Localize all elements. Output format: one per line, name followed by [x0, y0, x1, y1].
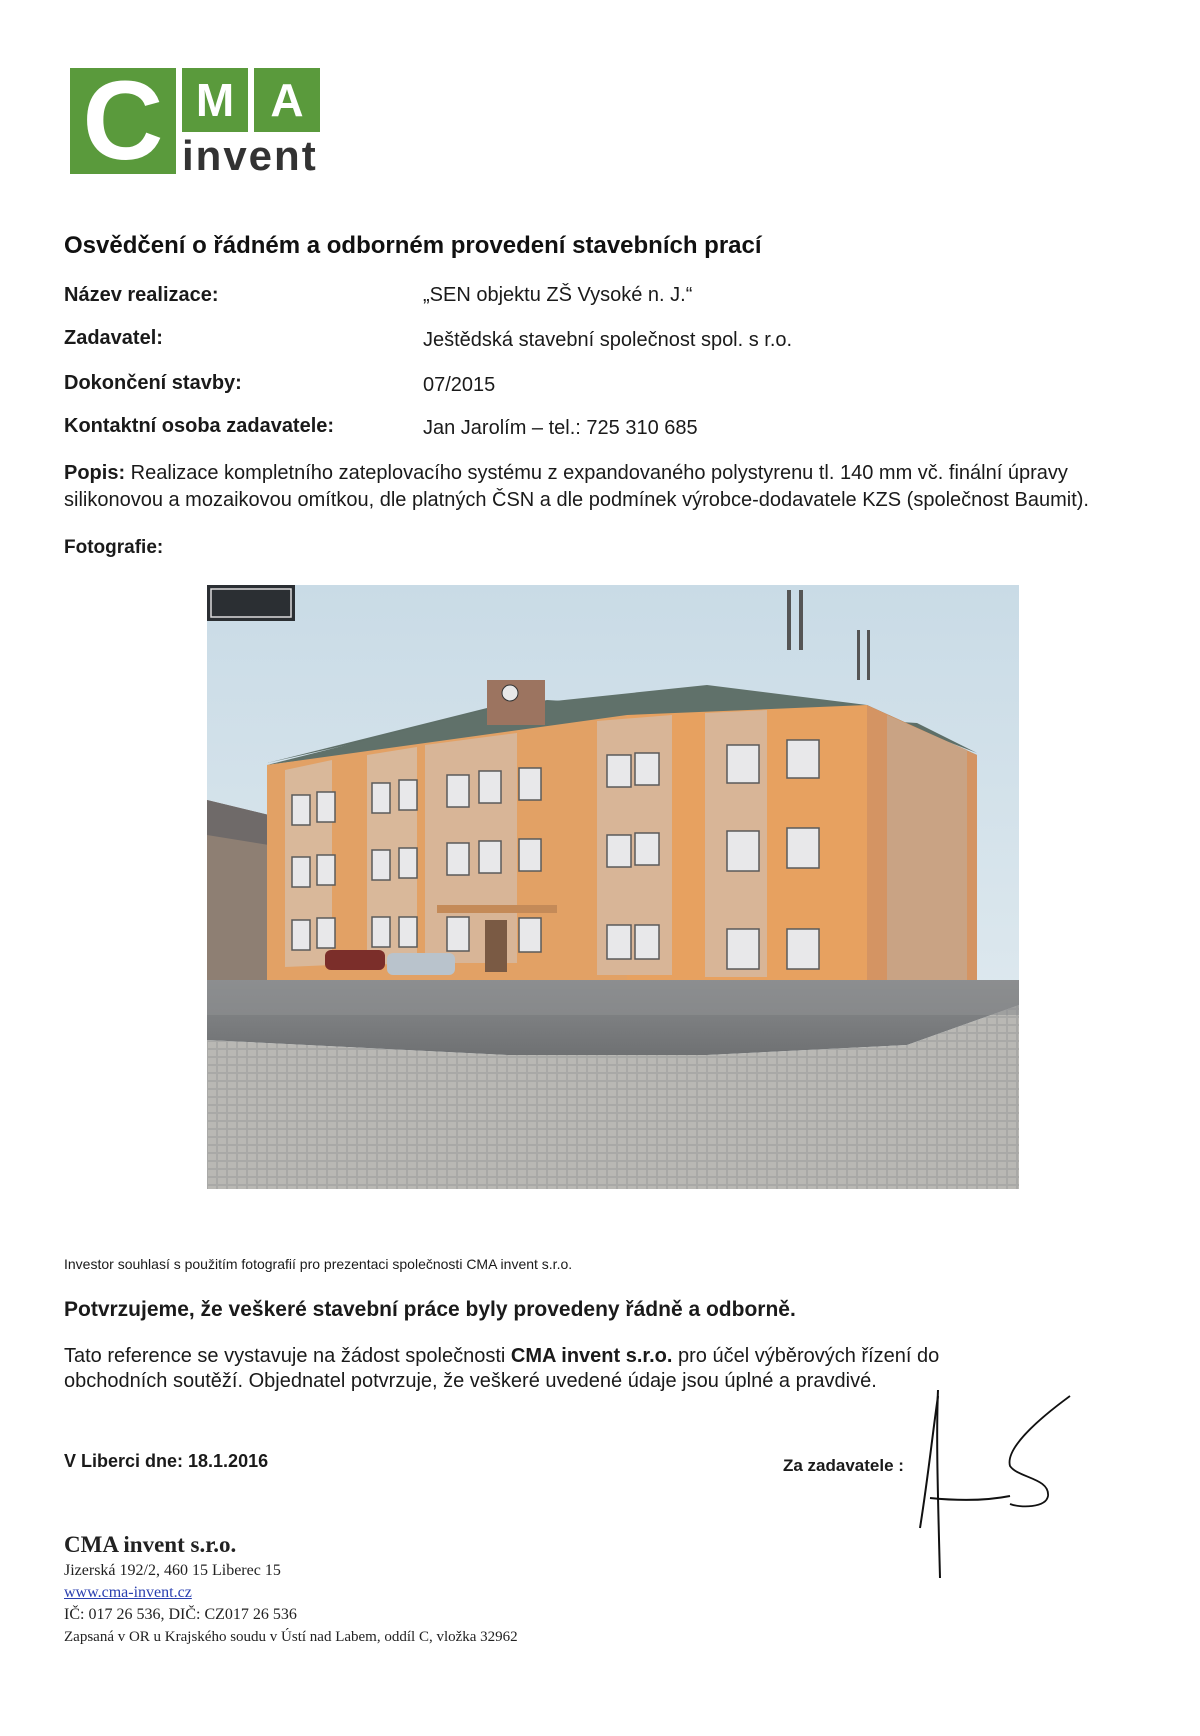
company-footer [64, 1530, 518, 1648]
footer-website-link[interactable]: www.cma-invent.cz [64, 1584, 192, 1601]
reference-statement [64, 1344, 964, 1394]
field-label-project-name: Název realizace: [64, 284, 219, 306]
reference-company: CMA invent s.r.o. [510, 1345, 673, 1367]
logo-letter-m: M [182, 68, 248, 132]
description [64, 460, 1124, 514]
reference-text-start: Tato reference se vystavuje na žádost společnosti [64, 1345, 511, 1367]
reference-text-end: pro účel výběrových řízení do obchodních soutěží. Objednatel potvrzuje, že veškeré uvedené údaje jsou úplné a pravdivé. [64, 1345, 940, 1392]
field-label-completion: Dokončení stavby: [64, 372, 242, 394]
logo-letter-c: C [70, 68, 176, 174]
confirmation-statement: Potvrzujeme, že veškeré stavební práce byly provedeny řádně a odborně. [64, 1298, 796, 1321]
field-label-client: Zadavatel: [64, 327, 163, 349]
logo-letter-a: A [254, 68, 320, 132]
description-label: Popis: [64, 462, 126, 484]
investor-note: Investor souhlasí s použitím fotografií pro prezentaci společnosti CMA invent s.r.o. [64, 1256, 573, 1272]
description-text: Realizace kompletního zateplovacího systému z expandovaného polystyrenu tl. 140 mm vč. finální úpravy silikonovou a mozaikovou omítkou, dle platných ČSN a dle podmínek výrobce-dodavatele KZS (společnost Baumit). [64, 462, 1089, 511]
footer-ids: IČ: 017 26 536, DIČ: CZ017 26 536 [64, 1606, 297, 1623]
date-line: V Liberci dne: 18.1.2016 [64, 1451, 269, 1471]
field-label-contact: Kontaktní osoba zadavatele: [64, 415, 335, 437]
field-value-client: Ještědská stavební společnost spol. s r.o. [423, 329, 793, 351]
photo-label: Fotografie: [64, 537, 164, 558]
handwritten-signature [910, 1378, 1080, 1588]
footer-company-name: CMA invent s.r.o. [64, 1532, 237, 1557]
footer-address: Jizerská 192/2, 460 15 Liberec 15 [64, 1562, 281, 1579]
document-title: Osvědčení o řádném a odborném provedení stavebních prací [64, 232, 762, 259]
logo-word: invent [182, 132, 318, 179]
footer-registry: Zapsaná v OR u Krajského soudu v Ústí nad Labem, oddíl C, vložka 32962 [64, 1629, 518, 1645]
field-value-completion: 07/2015 [423, 374, 496, 396]
field-value-project-name: „SEN objektu ZŠ Vysoké n. J.“ [423, 284, 693, 306]
company-logo [70, 58, 322, 183]
signature-label: Za zadavatele : [783, 1456, 904, 1475]
building-photo [207, 585, 1019, 1189]
field-value-contact: Jan Jarolím – tel.: 725 310 685 [423, 417, 698, 439]
